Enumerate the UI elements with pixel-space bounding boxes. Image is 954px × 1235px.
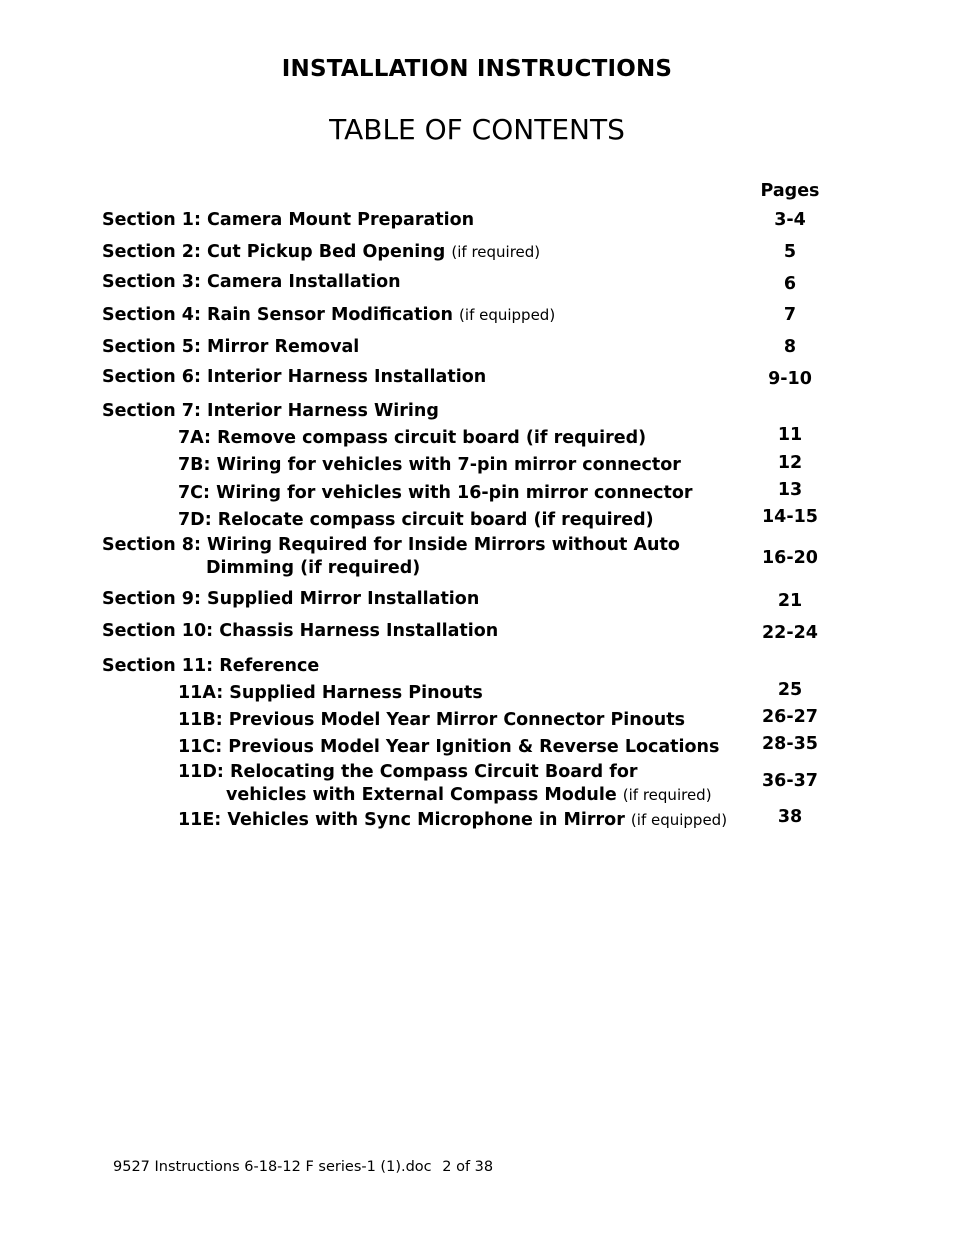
toc-entry-7a: 7A: Remove compass circuit board (if required)	[178, 428, 647, 448]
toc-page-section-3: 6	[783, 274, 797, 294]
toc-entry-section-2	[102, 242, 540, 262]
toc-entry-11a: 11A: Supplied Harness Pinouts	[178, 683, 483, 703]
entry-note: (if equipped)	[630, 811, 728, 829]
toc-entry-section-5: Section 5: Mirror Removal	[102, 337, 360, 357]
entry-label: 11E: Vehicles with Sync Microphone in Mirror	[178, 810, 625, 830]
toc-page-11c: 28-35	[762, 734, 818, 754]
toc-entry-section-7: Section 7: Interior Harness Wiring	[102, 401, 439, 421]
toc-page-11e: 38	[777, 807, 803, 827]
toc-page-section-1: 3-4	[774, 210, 806, 230]
pages-column-header: Pages	[760, 181, 820, 201]
toc-entry-section-9: Section 9: Supplied Mirror Installation	[102, 589, 480, 609]
toc-entry-section-8-cont: Dimming (if required)	[206, 558, 421, 578]
entry-label: Section 4: Rain Sensor Modification	[102, 305, 453, 325]
toc-page-11b: 26-27	[762, 707, 818, 727]
toc-page-11a: 25	[777, 680, 803, 700]
toc-title: TABLE OF CONTENTS	[329, 113, 625, 146]
toc-page-7c: 13	[777, 480, 803, 500]
toc-entry-7b: 7B: Wiring for vehicles with 7-pin mirror connector	[178, 455, 681, 475]
page-footer	[113, 1159, 493, 1175]
entry-note: (if required)	[622, 786, 712, 804]
toc-entry-7c: 7C: Wiring for vehicles with 16-pin mirror connector	[178, 483, 693, 503]
toc-page-section-8: 16-20	[762, 548, 818, 568]
toc-page-11d: 36-37	[762, 771, 818, 791]
document-heading: INSTALLATION INSTRUCTIONS	[281, 56, 673, 82]
toc-entry-section-8: Section 8: Wiring Required for Inside Mirrors without Auto	[102, 535, 680, 555]
toc-page-section-6: 9-10	[768, 369, 812, 389]
toc-entry-section-4	[102, 305, 555, 325]
toc-entry-11e	[178, 810, 727, 830]
toc-entry-section-6: Section 6: Interior Harness Installation	[102, 367, 487, 387]
toc-page-7a: 11	[777, 425, 803, 445]
toc-page-section-10: 22-24	[762, 623, 818, 643]
toc-page-7b: 12	[777, 453, 803, 473]
toc-entry-section-3: Section 3: Camera Installation	[102, 272, 401, 292]
entry-label: vehicles with External Compass Module	[226, 785, 617, 805]
footer-page-info: 2 of 38	[442, 1159, 494, 1175]
toc-entry-section-10: Section 10: Chassis Harness Installation	[102, 621, 499, 641]
footer-filename: 9527 Instructions 6-18-12 F series-1 (1).doc	[113, 1159, 432, 1175]
toc-entry-section-1: Section 1: Camera Mount Preparation	[102, 210, 475, 230]
entry-label: Section 2: Cut Pickup Bed Opening	[102, 242, 446, 262]
toc-page-section-4: 7	[783, 305, 797, 325]
toc-page-7d: 14-15	[762, 507, 818, 527]
entry-note: (if equipped)	[459, 306, 556, 324]
toc-entry-11c: 11C: Previous Model Year Ignition & Reverse Locations	[178, 737, 720, 757]
toc-entry-11b: 11B: Previous Model Year Mirror Connector Pinouts	[178, 710, 685, 730]
toc-entry-section-11: Section 11: Reference	[102, 656, 320, 676]
toc-page-section-5: 8	[783, 337, 797, 357]
entry-note: (if required)	[451, 243, 541, 261]
toc-entry-7d: 7D: Relocate compass circuit board (if required)	[178, 510, 654, 530]
toc-entry-11d: 11D: Relocating the Compass Circuit Board for	[178, 762, 638, 782]
toc-page-section-2: 5	[783, 242, 797, 262]
toc-entry-11d-cont	[226, 785, 712, 805]
toc-page-section-9: 21	[777, 591, 803, 611]
